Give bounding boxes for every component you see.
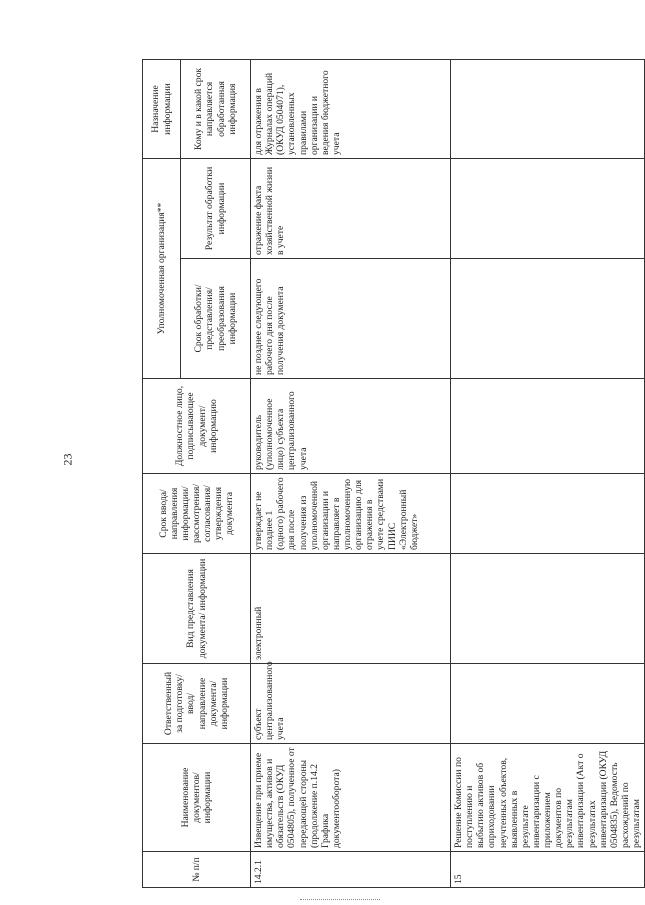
page-number: 23 [60, 453, 75, 466]
cell-responsible [451, 664, 645, 744]
cell-name: Решение Комиссии по поступлению и выбытию активов об оприходовании неучтенных объектов, выявленных в результате инвентаризации с приложением документов по результатам инвентаризации (Акт о результатах инвентаризации (ОКУД 0504835), Ведомость расхождений по результатам [451, 744, 645, 852]
header-row-1 [143, 60, 181, 888]
cell-name: Извещение при приеме имущества, активов и обязательств (ОКУД 0504805), полученное от передающей стороны (продолжение п.14.2 Графика документооборота) [251, 744, 451, 852]
cell-purpose: для отражения в Журналах операций (ОКУД 0504071), установленных правилами организации и ведения бюджетного учета [251, 60, 451, 159]
header-org-deadline: Срок обработки/ представления/ преобразования информации [181, 259, 251, 379]
cell-num: 15 [451, 852, 645, 888]
cell-num: 14.2.1 [251, 852, 451, 888]
cell-responsible: субъект централизованного учета [251, 664, 451, 744]
cell-org-result: отражение факта хозяйственной жизни в учете [251, 159, 451, 259]
table-row [451, 60, 645, 888]
cell-org-deadline [451, 259, 645, 379]
cell-deadline [451, 474, 645, 554]
header-name: Наименование документов/информации [143, 744, 251, 852]
header-purpose: Назначение информации [143, 60, 181, 159]
cell-kind: электронный [251, 554, 451, 664]
scan-artifact [300, 899, 380, 901]
header-authorized-org: Уполномоченная организация** [143, 159, 181, 379]
header-deadline: Срок ввода/ направления информации/ рассмотрения/ согласования/ утверждения документа [143, 474, 251, 554]
cell-org-deadline: не позднее следующего рабочего дня после получения документа [251, 259, 451, 379]
cell-purpose [451, 60, 645, 159]
cell-deadline: утверждает не позднее 1 (одного) рабочего дня после получения из уполномоченной организации и направляет в уполномоченную организацию для отражения в учете средствами ПИИС «Электронный бюджет» [251, 474, 451, 554]
table-row [251, 60, 451, 888]
header-responsible: Ответственный за подготовку/ ввод/ направление документа/ информации [143, 664, 251, 744]
header-purpose-sub: Кому и в какой срок направляется обработанная информация [181, 60, 251, 159]
header-official: Должностное лицо, подписывающее документ/ информацию [143, 379, 251, 474]
header-num: № п/п [143, 852, 251, 888]
document-flow-table [142, 59, 645, 888]
cell-kind [451, 554, 645, 664]
cell-official: руководитель (уполномоченное лицо) субъекта централизованного учета [251, 379, 451, 474]
header-kind: Вид представления документа/ информации [143, 554, 251, 664]
cell-org-result [451, 159, 645, 259]
header-org-result: Результат обработки информации [181, 159, 251, 259]
rotated-table-wrapper [142, 60, 642, 888]
cell-official [451, 379, 645, 474]
